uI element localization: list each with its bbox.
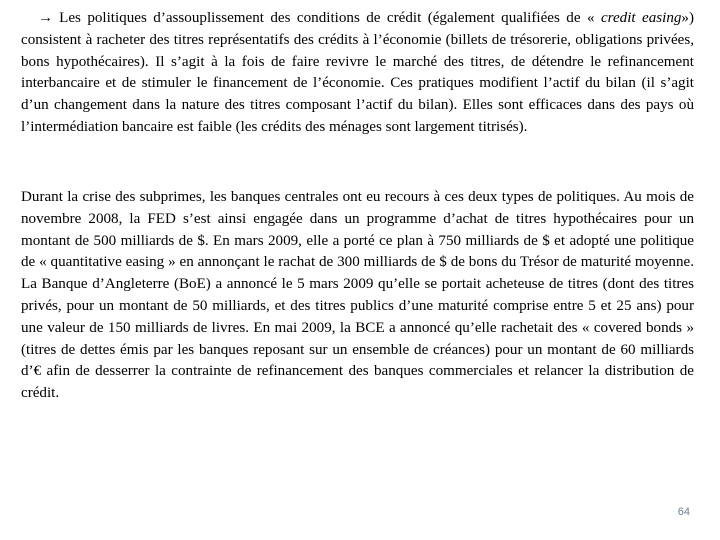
italic-term-credit-easing: credit easing: [600, 10, 682, 26]
paragraph-1-text-end: ») consistent à racheter des titres représentatifs des crédits à l’économie (billets de trésorerie, obligations privées, bons hypothécaires). Il s’agit à la fois de faire revivre le marché des titres, de détendre le refinancement interbancaire et de stimuler le financement de l’économie. Ces pratiques modifient l’actif du bilan (il s’agit d’un changement dans la nature des titres composant l’actif du bilan). Elles sont efficaces dans des pays où l’intermédiation bancaire est faible (les crédits des ménages sont largement titrisés).: [21, 10, 694, 135]
paragraph-credit-easing: [21, 8, 694, 139]
paragraph-subprime-crisis: Durant la crise des subprimes, les banques centrales ont eu recours à ces deux types de politiques. Au mois de novembre 2008, la FED s’est ainsi engagée dans un programme d’achat de titres hypothécaires pour un montant de 500 milliards de $. En mars 2009, elle a porté ce plan à 750 milliards de $ et adopté une politique de « quantitative easing » en annonçant le rachat de 300 milliards de $ de bons du Trésor de maturité moyenne. La Banque d’Angleterre (BoE) a annoncé le 5 mars 2009 qu’elle se portait acheteuse de titres (dont des titres privés, pour un montant de 50 milliards, et des titres publics d’une maturité comprise entre 5 et 25 ans) pour une valeur de 150 milliards de livres. En mai 2009, la BCE a annoncé qu’elle rachetait des « covered bonds » (titres de dettes émis par les banques reposant sur un ensemble de créances) pour un montant de 60 milliards d’€ afin de desserrer la contrainte de refinancement des banques commerciales et relancer la distribution de crédit.: [21, 189, 694, 402]
right-arrow-icon: →: [38, 10, 54, 26]
page-number: 64: [677, 506, 690, 518]
paragraph-1-text-start: Les politiques d’assouplissement des conditions de crédit (également qualifiées de «: [59, 10, 601, 26]
